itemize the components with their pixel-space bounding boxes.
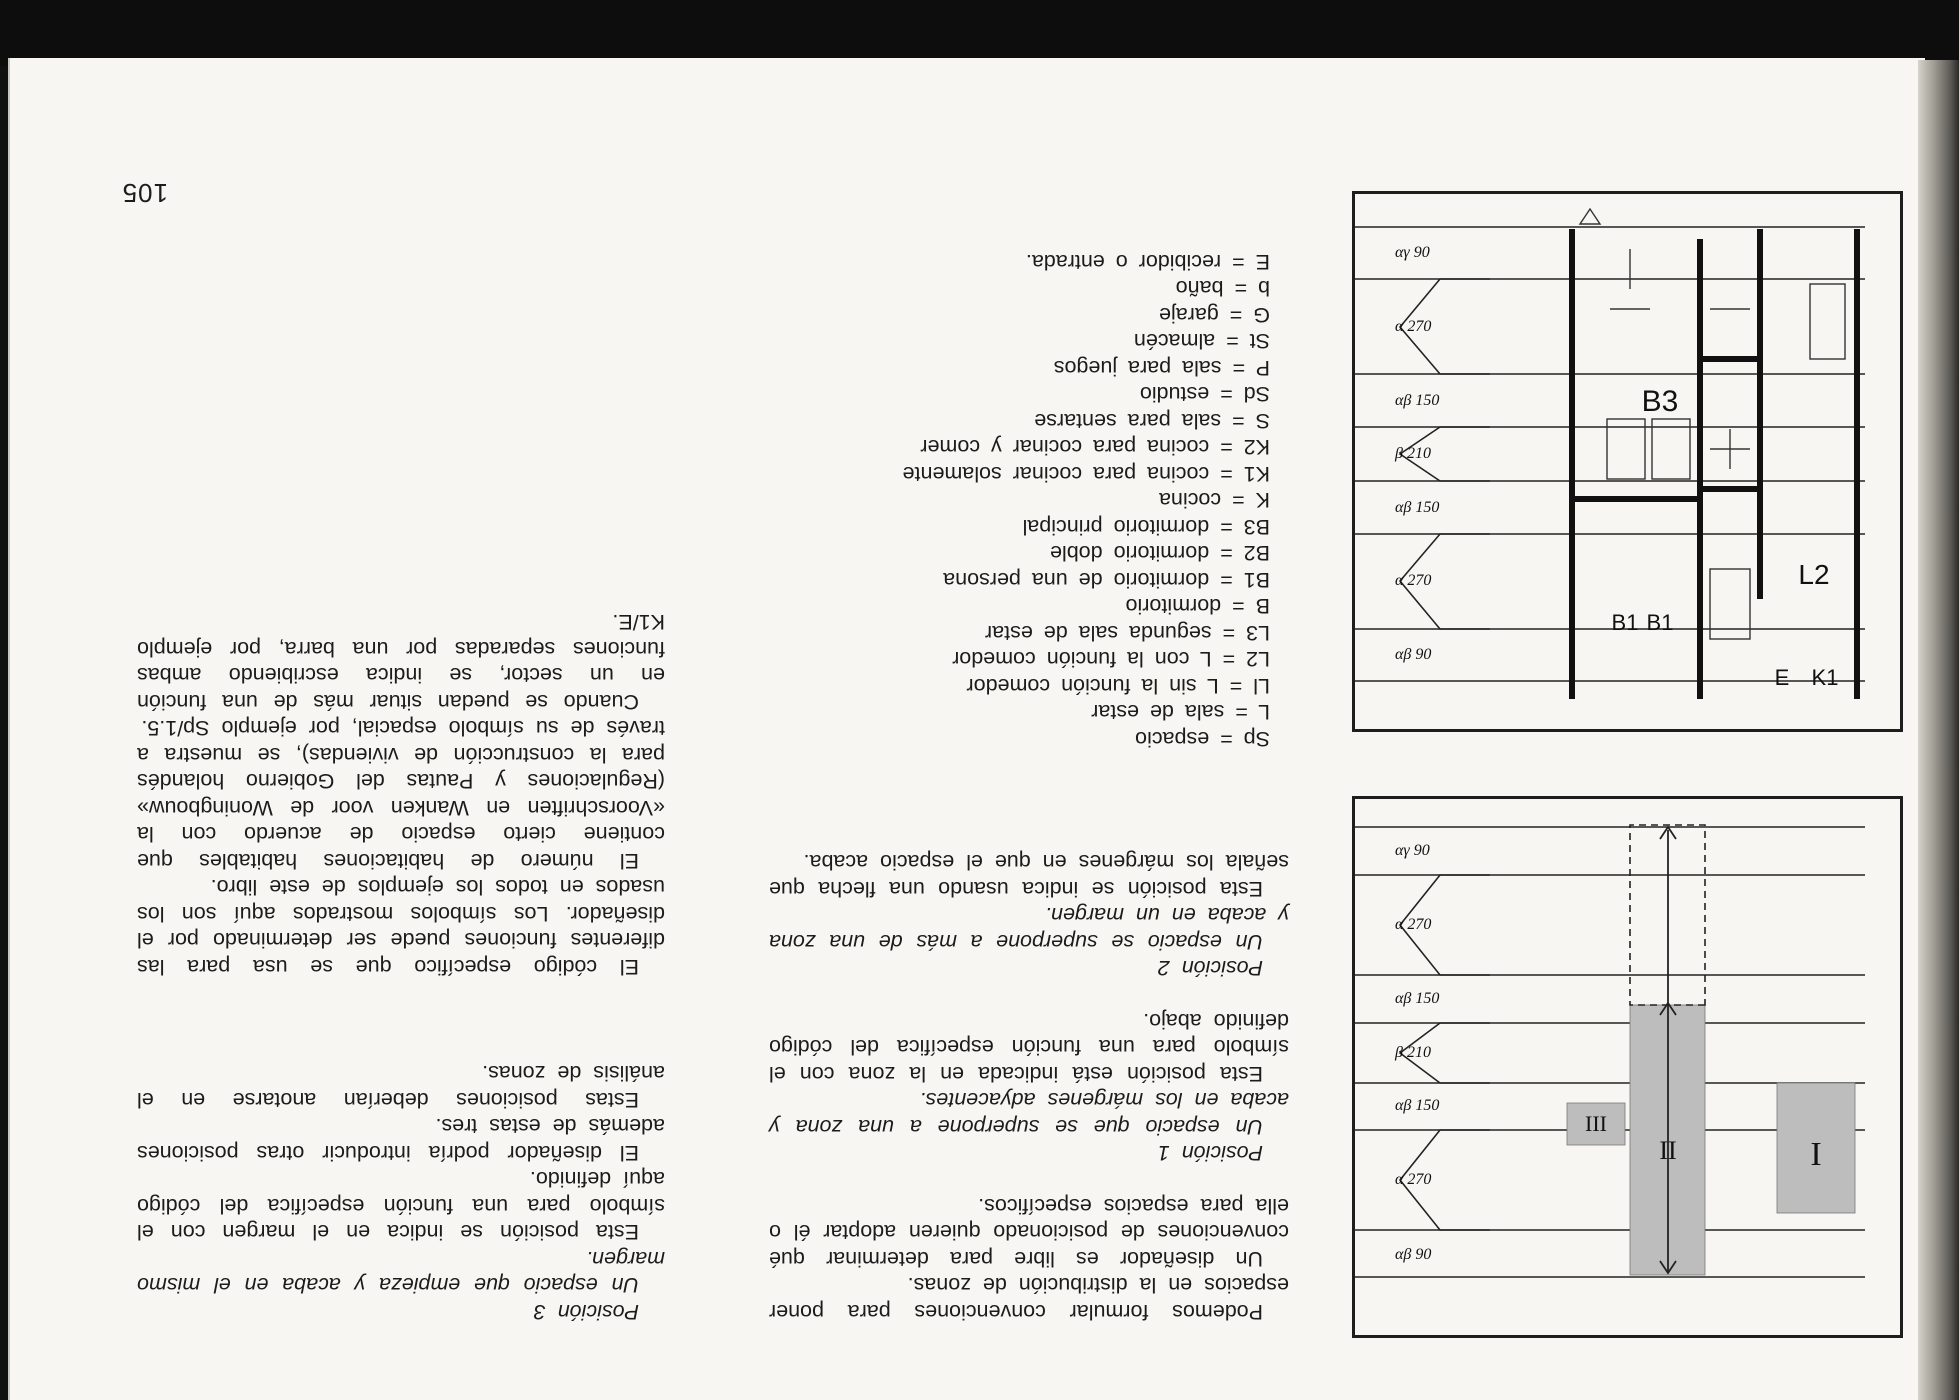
position3-description: Un espacio que empieza y acaba en el mismo margen. bbox=[137, 1247, 665, 1298]
position1-description: Un espacio que se superpone a una zona y acaba en los márgenes adyacentes. bbox=[769, 1088, 1289, 1139]
zone-label: αβ 90 bbox=[1395, 646, 1432, 663]
position2-text: Esta posición se indica usando una flecha que señala los márgenes en que el espacio acaba. bbox=[769, 850, 1289, 901]
book-spine-shadow bbox=[1918, 60, 1959, 1400]
code-item: G = garaje bbox=[1159, 303, 1270, 327]
book-page bbox=[8, 58, 1925, 1400]
position-I-label: I bbox=[1810, 1136, 1822, 1173]
zone-label: αγ 90 bbox=[1395, 244, 1430, 261]
room-label-K1: K1 bbox=[1811, 665, 1839, 690]
position3-text: Esta posición se indica en el margen con el símbolo para una función específica del código aquí definido. bbox=[137, 1167, 665, 1245]
room-label-B1: B1 bbox=[1611, 610, 1639, 635]
code-item: P = sala para juegos bbox=[1053, 356, 1270, 380]
room-label-B3: B3 bbox=[1641, 385, 1679, 418]
code-item: L3 = segunda sala de estar bbox=[985, 621, 1270, 645]
positions-diagram-svg bbox=[1355, 799, 1900, 1335]
room-label-B1: B1 bbox=[1646, 610, 1674, 635]
code-item: K2 = cocina para cocinar y comer bbox=[920, 435, 1270, 460]
code-item: L2 = L con la función comedor bbox=[952, 647, 1270, 672]
position-III-label: III bbox=[1585, 1111, 1607, 1136]
other-positions-paragraph: El diseñador podría introducir otras posiciones además de estas tres. bbox=[137, 1114, 665, 1165]
code-item: E = recibidor o entrada. bbox=[1025, 250, 1270, 274]
zone-label: αβ 90 bbox=[1395, 1246, 1432, 1263]
zone-label: αγ 90 bbox=[1395, 842, 1430, 859]
zone-positions-diagram bbox=[1352, 796, 1903, 1338]
function-code-list bbox=[903, 249, 1270, 753]
habitable-rooms-paragraph: El número de habitaciones habitables que contiene cierto espacio de acuerdo con la «Voorschriften en Wanken voor de Woningbouw» (Regulaciones y Pautas del Gobierno holandés para la construcción de viviendas), se muestra a través de su símbolo espacial, por ejemplo Sp/1.5. bbox=[137, 716, 665, 873]
room-label-L2: L2 bbox=[1798, 559, 1830, 590]
page-number: 105 bbox=[121, 178, 168, 208]
code-item: B2 = dormitorio doble bbox=[1050, 541, 1270, 566]
code-item: B = dormitorio bbox=[1125, 594, 1270, 619]
code-item: B1 = dormitorio de una persona bbox=[943, 568, 1270, 592]
code-item: Sp = espacio bbox=[1135, 727, 1270, 751]
code-item: S = sala para sentarse bbox=[1034, 409, 1270, 433]
position3-title: Posición 3 bbox=[533, 1300, 639, 1324]
floor-plan-diagram bbox=[1352, 191, 1903, 732]
code-item: L = sala de estar bbox=[1091, 700, 1270, 725]
right-text-column bbox=[137, 609, 665, 1325]
multiple-functions-paragraph: Cuando se puedan situar más de una función en un sector, se indica escribiendo ambas funciones separadas por una barra, por ejemplo K1/E. bbox=[137, 610, 665, 714]
zone-label: αβ 150 bbox=[1395, 990, 1440, 1007]
code-item: Sd = estudio bbox=[1139, 382, 1270, 407]
code-item: St = almacén bbox=[1133, 329, 1270, 354]
left-text-column bbox=[769, 849, 1289, 1325]
code-paragraph: El código específico que se usa para las diferentes funciones puede ser determinado por el diseñador. Los símbolos mostrados aquí son los usados en todos los ejemplos de este libro. bbox=[137, 875, 665, 979]
position2-description: Un espacio se superpone a más de una zona y acaba en un margen. bbox=[769, 903, 1289, 954]
position-II-label: II bbox=[1659, 1136, 1677, 1165]
floor-plan-svg bbox=[1355, 194, 1900, 729]
position2-title: Posición 2 bbox=[1157, 956, 1263, 981]
code-item: Ll = L sin la función comedor bbox=[966, 674, 1270, 698]
annotate-paragraph: Estas posiciones deberían anotarse en el análisis de zonas. bbox=[137, 1061, 665, 1112]
code-item: b = baño bbox=[1175, 276, 1270, 301]
zone-label: αβ 150 bbox=[1395, 392, 1440, 409]
code-item: B3 = dormitorio principal bbox=[1022, 515, 1270, 539]
page-content-rotated bbox=[10, 58, 1925, 1400]
position1-text: Esta posición está indicada en la zona con el símbolo para una función específica del código definido abajo. bbox=[769, 1009, 1289, 1086]
zone-label: α 270 bbox=[1395, 916, 1432, 933]
room-label-E: E bbox=[1774, 665, 1790, 690]
scan-top-border bbox=[0, 0, 1959, 66]
code-item: K = cocina bbox=[1159, 488, 1270, 513]
zone-label: α 270 bbox=[1395, 1171, 1432, 1188]
intro-paragraph: Podemos formular convenciones para poner espacios en la distribución de zonas. bbox=[769, 1273, 1289, 1324]
zone-label: β 210 bbox=[1395, 1044, 1431, 1061]
zone-label: α 270 bbox=[1395, 572, 1432, 589]
code-item: K1 = cocina para cocinar solamente bbox=[902, 462, 1270, 486]
position1-title: Posición 1 bbox=[1157, 1141, 1263, 1166]
zone-label: αβ 150 bbox=[1395, 499, 1440, 516]
zone-label: αβ 150 bbox=[1395, 1097, 1440, 1114]
zone-label: β 210 bbox=[1395, 445, 1431, 462]
zone-label: α 270 bbox=[1395, 318, 1432, 335]
designer-paragraph: Un diseñador es libre para determinar qué convenciones de posicionado quieren adoptar él o ella para espacios específicos. bbox=[769, 1194, 1289, 1271]
